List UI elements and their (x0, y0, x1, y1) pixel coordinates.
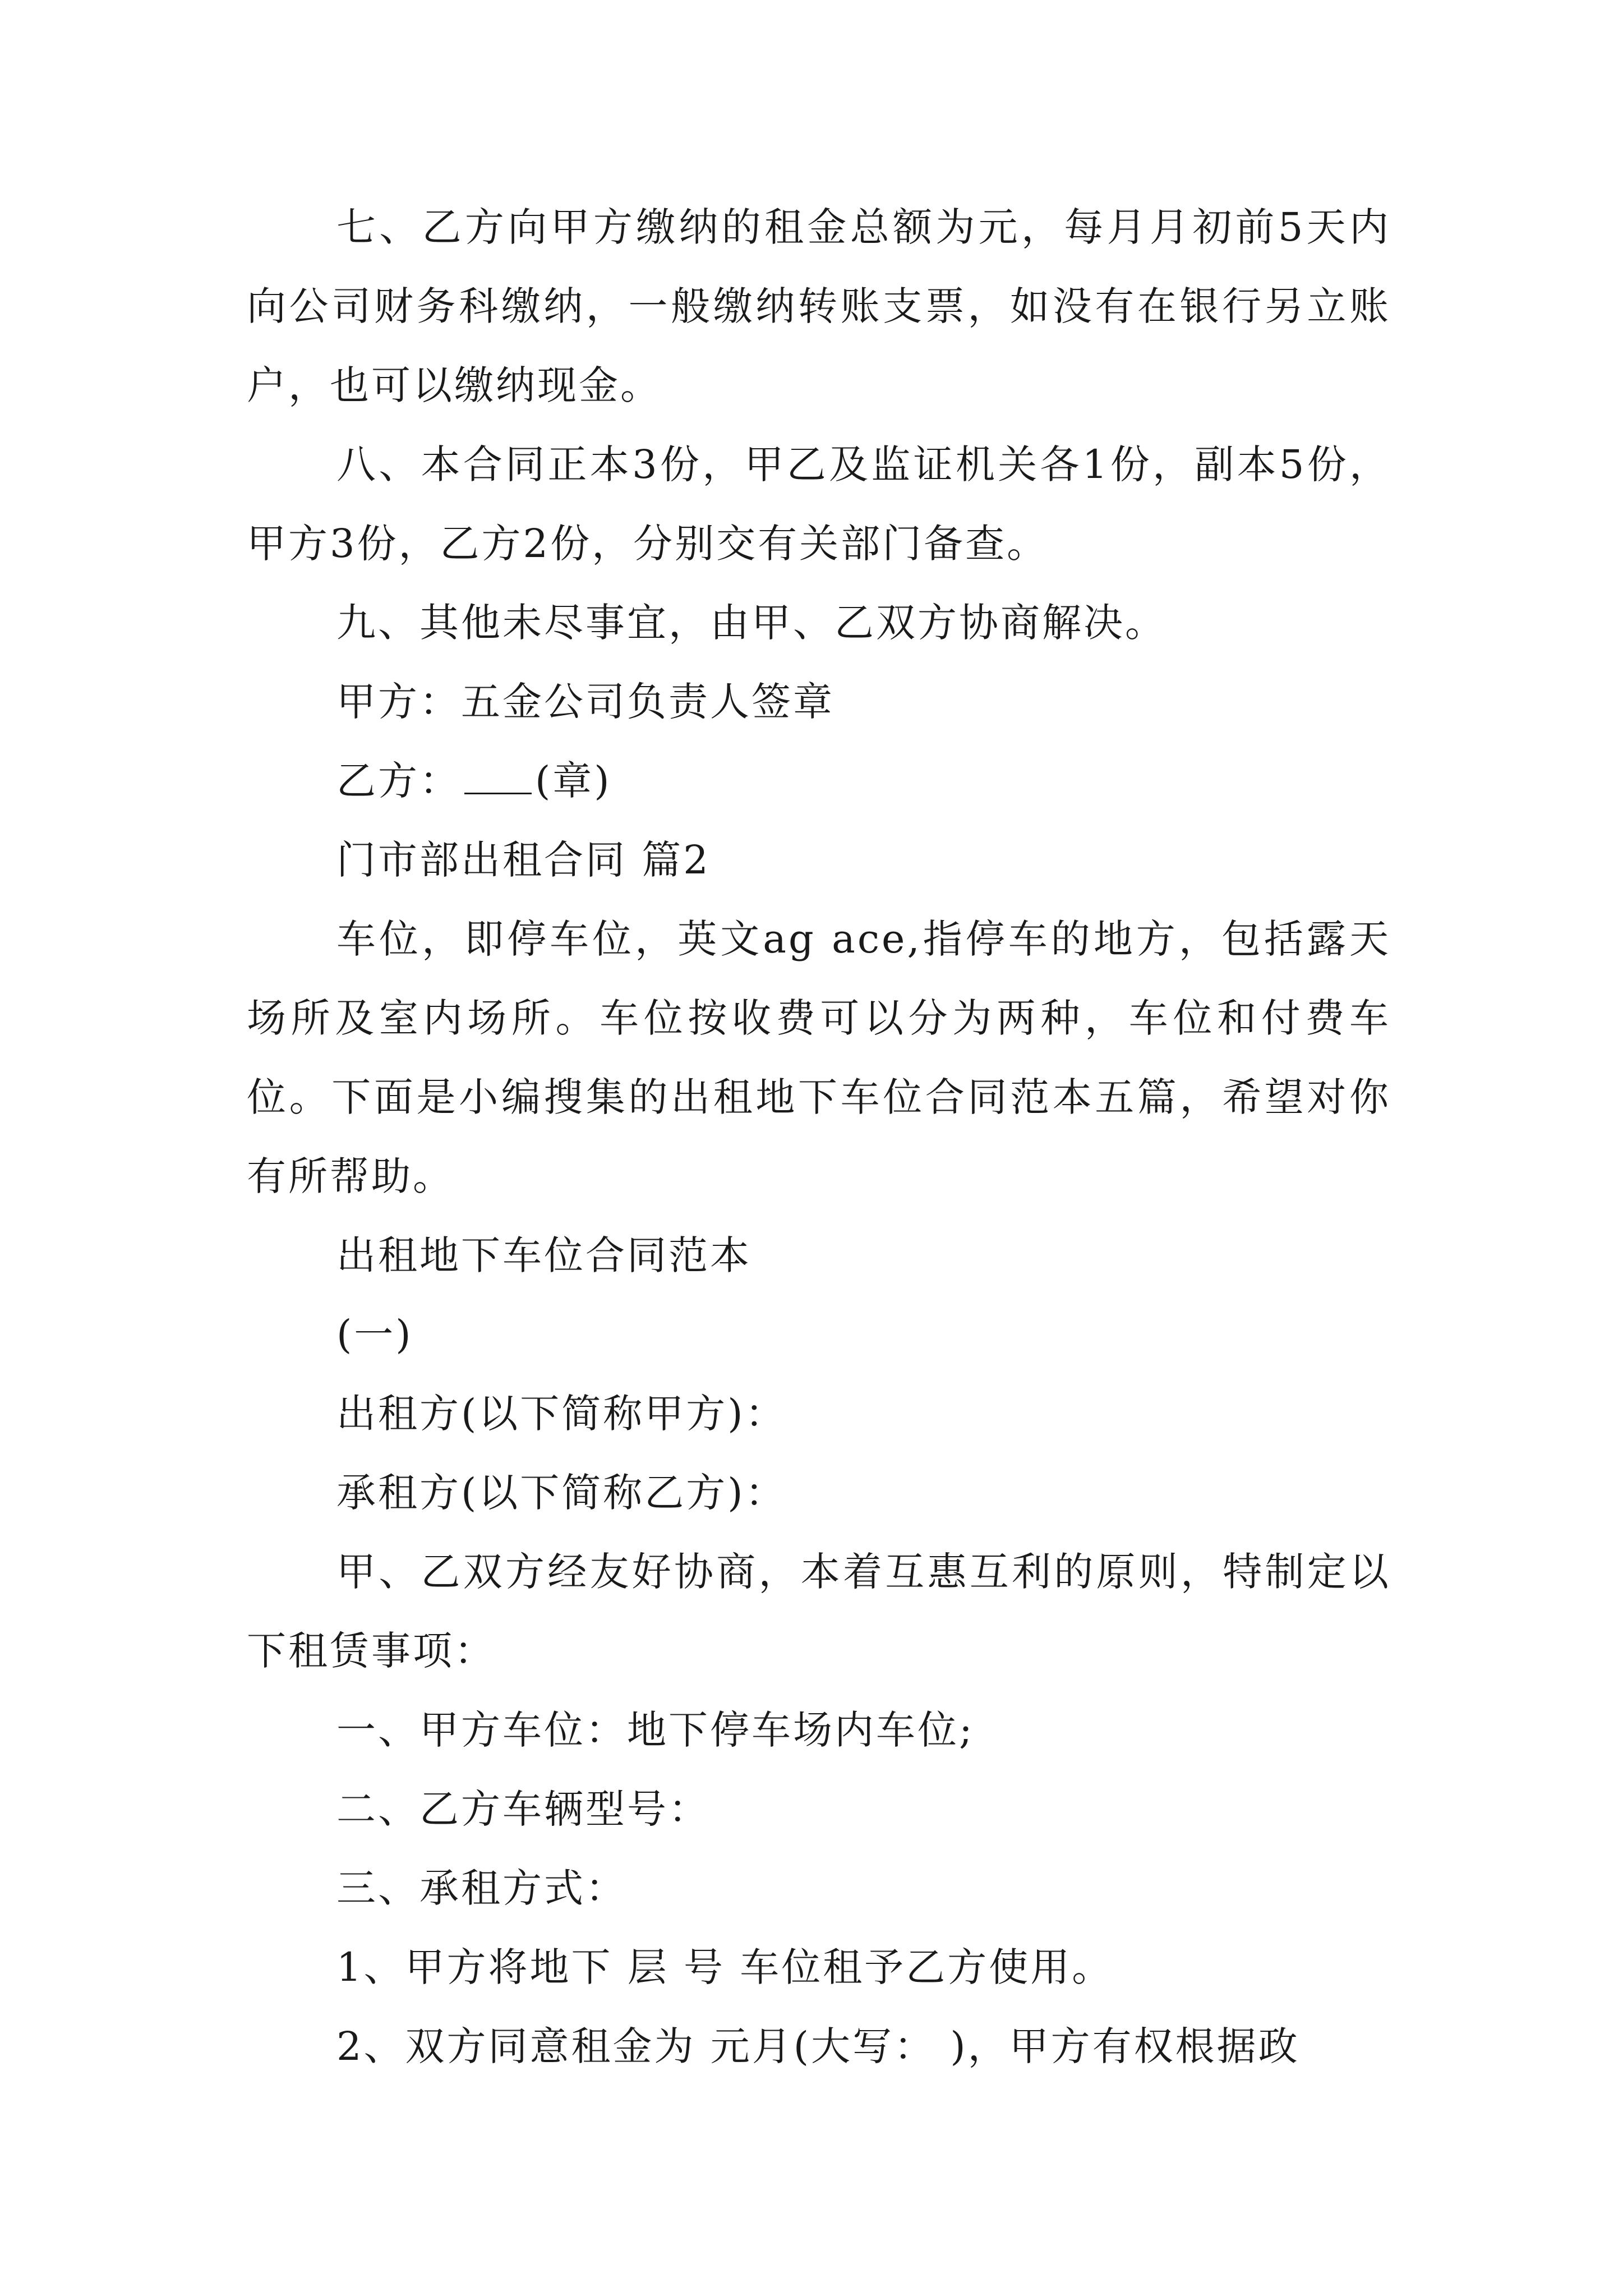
paragraph-rent-payment: 七、乙方向甲方缴纳的租金总额为元，每月月初前5天内向公司财务科缴纳，一般缴纳转账支票，如没有在银行另立账户，也可以缴纳现金。 (247, 204, 1391, 408)
section-heading-part-2: 门市部出租合同 篇2 (336, 837, 711, 883)
lessee-line: 承租方(以下简称乙方)： (336, 1470, 787, 1516)
sample-number: (一) (336, 1312, 413, 1358)
party-b-signature-line (247, 742, 1391, 821)
paragraph-other-matters: 九、其他未尽事宜，由甲、乙双方协商解决。 (336, 600, 1166, 646)
document-body (247, 188, 1391, 2086)
clause-parking-space: 一、甲方车位：地下停车场内车位; (336, 1707, 975, 1753)
clause-lease-method: 三、承租方式： (336, 1865, 627, 1911)
party-a-signature-line: 甲方：五金公司负责人签章 (336, 679, 834, 725)
party-b-label: 乙方： (336, 758, 461, 804)
paragraph-agreement-intro: 甲、乙双方经友好协商，本着互惠互利的原则，特制定以下租赁事项： (247, 1549, 1391, 1674)
lessor-line: 出租方(以下简称甲方)： (336, 1391, 787, 1437)
paragraph-contract-copies: 八、本合同正本3份，甲乙及监证机关各1份，副本5份，甲方3份，乙方2份，分别交有关部门备查。 (247, 441, 1391, 567)
clause-item-2: 2、双方同意租金为 元月(大写： )，甲方有权根据政 (336, 2023, 1300, 2069)
seal-label: (章) (535, 758, 612, 804)
clause-vehicle-model: 二、乙方车辆型号： (336, 1786, 710, 1832)
sample-contract-title: 出租地下车位合同范本 (336, 1232, 751, 1278)
signature-blank (464, 758, 532, 794)
paragraph-parking-intro: 车位，即停车位，英文ag ace,指停车的地方，包括露天场所及室内场所。车位按收费可以分为两种，车位和付费车位。下面是小编搜集的出租地下车位合同范本五篇，希望对你有所帮助。 (247, 916, 1391, 1199)
clause-item-1: 1、甲方将地下 层 号 车位租予乙方使用。 (336, 1944, 1114, 1990)
